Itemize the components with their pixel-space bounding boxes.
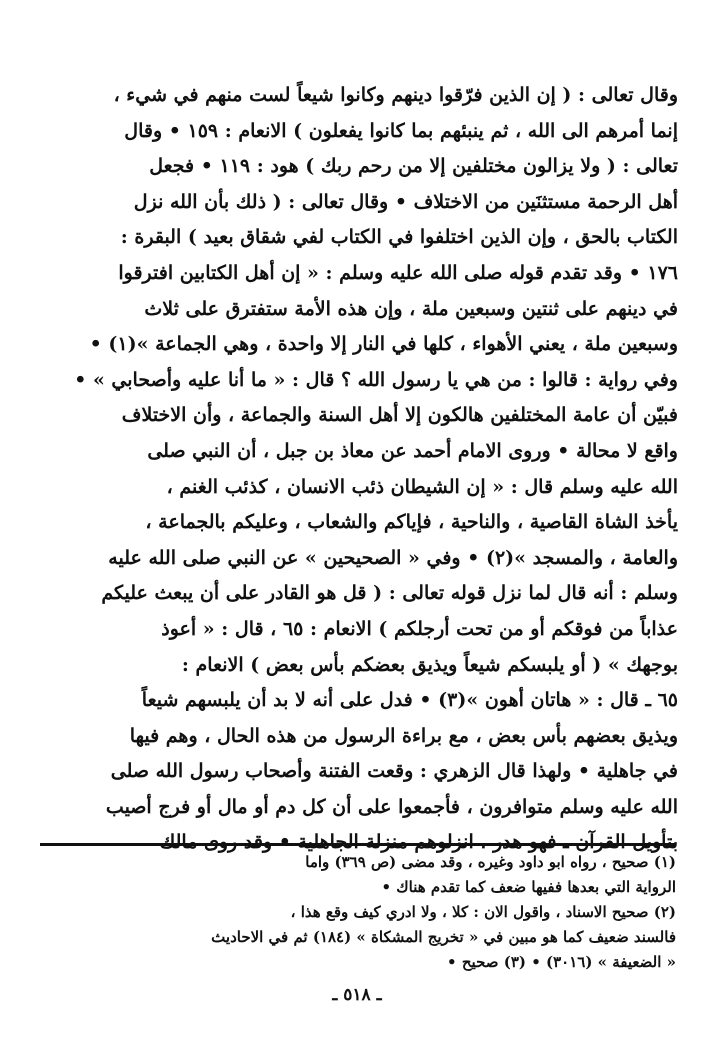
- text-line: تعالى : ( ولا يزالون مختلفين إلا من رحم ربك ) هود : ١١٩ • فجعل: [149, 155, 678, 178]
- text-line: عذاباً من فوقكم أو من تحت أرجلكم ) الانعام : ٦٥ ، قال : « أعوذ: [161, 617, 678, 640]
- text-line: وفي رواية : قالوا : من هي يا رسول الله ؟ قال : « ما أنا عليه وأصحابي » •: [74, 368, 678, 391]
- page-number: ـ ٥١٨ ـ: [332, 985, 382, 1005]
- text-line: فبيّن أن عامة المختلفين هالكون إلا أهل السنة والجماعة ، وأن الاختلاف: [121, 404, 678, 427]
- text-line: في دينهم على ثنتين وسبعين ملة ، وإن هذه الأمة ستفترق على ثلاث: [144, 297, 678, 320]
- text-line: واقع لا محالة • وروى الامام أحمد عن معاذ بن جبل ، أن النبي صلى: [147, 439, 678, 462]
- footnote-line: (١) صحيح ، رواه ابو داود وغيره ، وقد مضى (ص ٣٦٩) واما: [305, 853, 676, 871]
- text-line: وسلم : أنه قال لما نزل قوله تعالى : ( قل هو القادر على أن يبعث عليكم: [101, 582, 678, 605]
- text-line: الله عليه وسلم قال : « إن الشيطان ذئب الانسان ، كذئب الغنم ،: [166, 475, 678, 498]
- text-line: الله عليه وسلم متوافرون ، فأجمعوا على أن كل دم أو مال أو فرج أصيب: [105, 795, 678, 818]
- main-text: [38, 78, 678, 861]
- footnote-line: (٢) صحيح الاسناد ، واقول الان : كلا ، ولا ادري كيف وقع هذا ،: [290, 903, 676, 921]
- footnote-divider: [40, 843, 676, 846]
- text-line: إنما أمرهم الى الله ، ثم ينبئهم بما كانوا يفعلون ) الانعام : ١٥٩ • وقال: [124, 119, 678, 142]
- text-line: بوجهك » ( أو يلبسكم شيعاً ويذيق بعضكم بأس بعض ) الانعام :: [181, 653, 678, 676]
- text-line: وقال تعالى : ( إن الذين فرّقوا دينهم وكانوا شيعاً لست منهم في شيء ،: [113, 84, 678, 106]
- text-line: وسبعين ملة ، يعني الأهواء ، كلها في النار إلا واحدة ، وهي الجماعة »(١) •: [89, 333, 678, 356]
- text-line: ١٧٦ • وقد تقدم قوله صلى الله عليه وسلم : « إن أهل الكتابين افترقوا: [118, 261, 678, 284]
- text-line: والعامة ، والمسجد »(٢) • وفي « الصحيحين » عن النبي صلى الله عليه: [108, 546, 678, 569]
- text-line: أهل الرحمة مستثنَين من الاختلاف • وقال تعالى : ( ذلك بأن الله نزل: [133, 190, 678, 213]
- footnote-line: الرواية التي بعدها ففيها ضعف كما تقدم هناك •: [381, 878, 676, 896]
- footnote-line: « الضعيفة » (٣٠١٦) • (٣) صحيح •: [447, 953, 676, 971]
- text-line: يأخذ الشاة القاصية ، والناحية ، فإياكم والشعاب ، وعليكم بالجماعة ،: [145, 511, 678, 534]
- text-line: ٦٥ ـ قال : « هاتان أهون »(٣) • فدل على أنه لا بد أن يلبسهم شيعاً: [141, 689, 678, 712]
- text-line: الكتاب بالحق ، وإن الذين اختلفوا في الكتاب لفي شقاق بعيد ) البقرة :: [120, 226, 678, 249]
- text-line: بتأويل القرآن ـ فهو هدر ، انزلوهم منزلة الجاهلية • وقد روى مالك: [159, 831, 678, 854]
- footnote-line: فالسند ضعيف كما هو مبين في « تخريج المشكاة » (١٨٤) ثم في الاحاديث: [211, 928, 676, 946]
- text-line: ويذيق بعضهم بأس بعض ، مع براءة الرسول من هذه الحال ، وهم فيها: [129, 724, 678, 747]
- footnotes: [40, 850, 676, 975]
- text-line: في جاهلية • ولهذا قال الزهري : وقعت الفتنة وأصحاب رسول الله صلى: [110, 760, 678, 783]
